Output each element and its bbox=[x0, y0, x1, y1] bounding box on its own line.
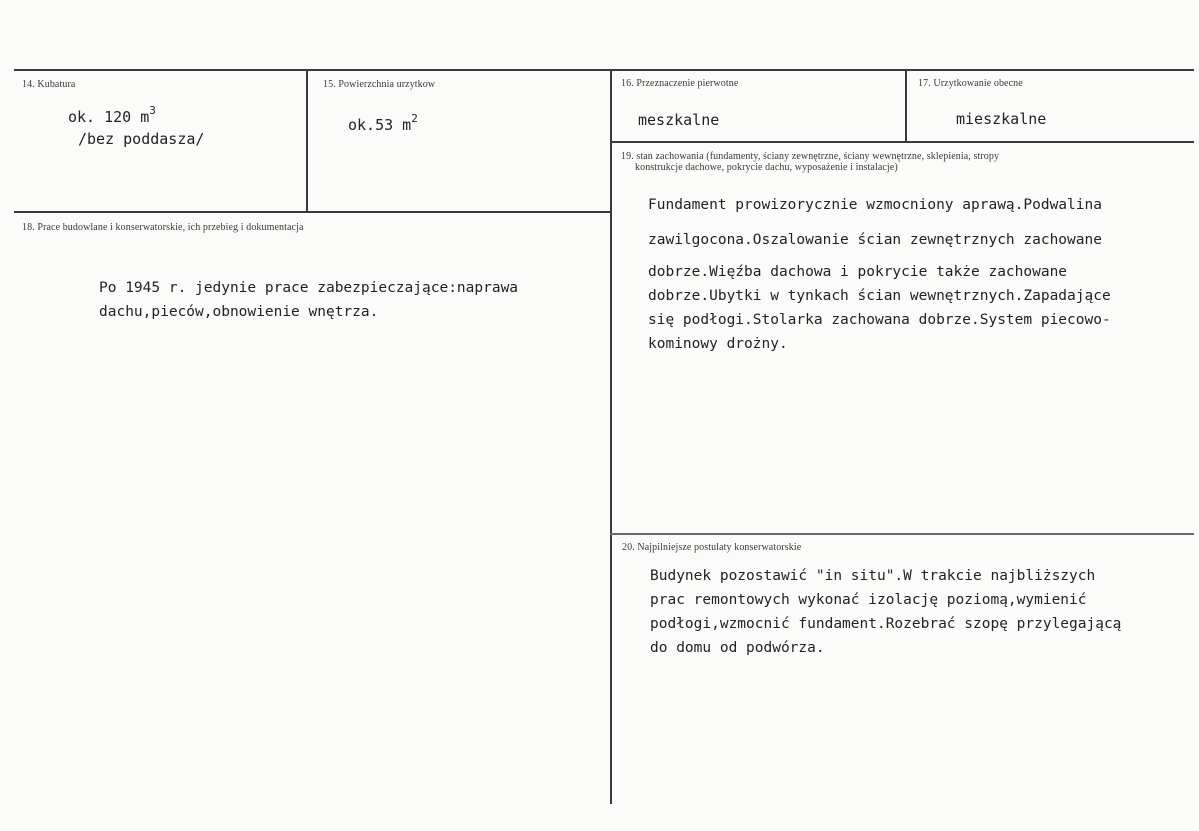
center-divider bbox=[610, 71, 612, 804]
field-19-line: dobrze.Więźba dachowa i pokrycie także zachowane bbox=[648, 264, 1068, 280]
field-20-line: podłogi,wzmocnić fundament.Rozebrać szopę przylegającą bbox=[650, 616, 1122, 632]
field-14-value-line1 bbox=[68, 104, 156, 126]
rule-under-14-15 bbox=[14, 211, 610, 213]
field-14-value-sup: 3 bbox=[149, 104, 156, 117]
field-16-value: meszkalne bbox=[638, 111, 720, 129]
field-15-value bbox=[348, 112, 418, 134]
rule-above-20 bbox=[610, 533, 1194, 535]
field-20-text bbox=[650, 564, 1121, 660]
field-19-line: się podłogi.Stolarka zachowana dobrze.System piecowo- bbox=[648, 312, 1111, 328]
field-17-value: mieszkalne bbox=[956, 110, 1047, 128]
divider-16-17 bbox=[905, 71, 907, 141]
field-20-line: Budynek pozostawić "in situ".W trakcie najbliższych bbox=[650, 568, 1096, 584]
field-19-label-line2: konstrukcje dachowe, pokrycie dachu, wyposażenie i instalacje) bbox=[635, 162, 898, 173]
field-18-label: 18. Prace budowlane i konserwatorskie, ich przebieg i dokumentacja bbox=[22, 222, 304, 233]
field-20-line: prac remontowych wykonać izolację poziomą,wymienić bbox=[650, 592, 1087, 608]
divider-14-15 bbox=[306, 71, 308, 211]
rule-under-16-17 bbox=[610, 141, 1194, 143]
field-17-label: 17. Urzytkowanie obecne bbox=[918, 78, 1023, 89]
field-19-text bbox=[648, 193, 1111, 356]
field-19-line: Fundament prowizorycznie wzmocniony aprawą.Podwalina bbox=[648, 197, 1102, 213]
field-18-line: dachu,pieców,obnowienie wnętrza. bbox=[99, 304, 379, 320]
field-14-value-prefix: ok. 120 m bbox=[68, 108, 150, 126]
field-20-label: 20. Najpilniejsze postulaty konserwatorskie bbox=[622, 542, 802, 553]
field-14-value-line2: /bez poddasza/ bbox=[78, 130, 205, 148]
field-19-line: zawilgocona.Oszalowanie ścian zewnętrznych zachowane bbox=[648, 232, 1102, 248]
field-15-value-prefix: ok.53 m bbox=[348, 116, 412, 134]
field-18-line: Po 1945 r. jedynie prace zabezpieczające:naprawa bbox=[99, 280, 519, 296]
field-16-label: 16. Przeznaczenie pierwotne bbox=[621, 78, 739, 89]
top-rule bbox=[14, 69, 1194, 71]
field-18-text bbox=[99, 276, 518, 324]
field-19-label-line1: 19. stan zachowania (fundamenty, ściany zewnętrzne, ściany wewnętrzne, sklepienia, stropy bbox=[621, 151, 1000, 162]
field-19-line: dobrze.Ubytki w tynkach ścian wewnętrznych.Zapadające bbox=[648, 288, 1111, 304]
field-14-label: 14. Kubatura bbox=[22, 79, 76, 90]
field-15-label: 15. Powierzchnia urzytkow bbox=[323, 79, 436, 90]
field-15-value-sup: 2 bbox=[411, 112, 418, 125]
field-19-line: kominowy drożny. bbox=[648, 336, 788, 352]
field-20-line: do domu od podwórza. bbox=[650, 640, 825, 656]
